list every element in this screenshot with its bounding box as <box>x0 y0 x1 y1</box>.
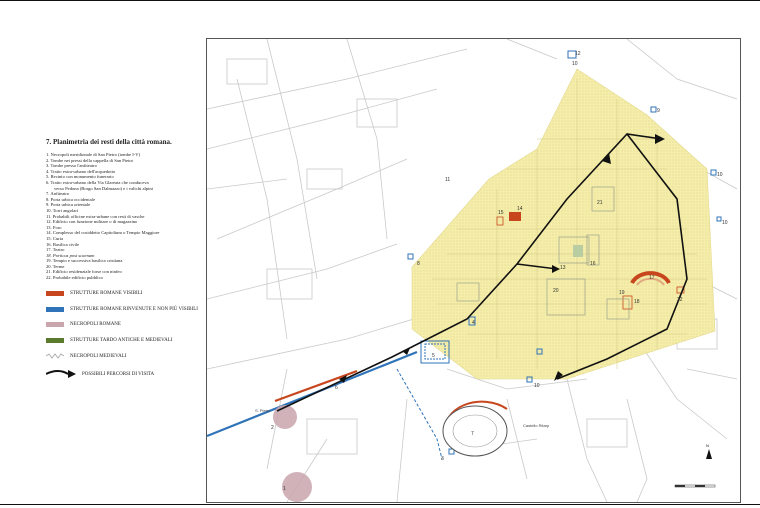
site-number: 12 <box>575 51 581 57</box>
legend-item: 8. Porta urbica occidentale <box>46 196 95 202</box>
key-medieval-necropolis <box>46 353 126 359</box>
legend-item: 3. Tombe presso l'anfiteatro <box>46 163 97 169</box>
capitolium-structure <box>509 212 521 221</box>
legend-item: 9. Porta urbica orientale <box>46 202 91 208</box>
key-label: STRUTTURE ROMANE VISIBILI <box>70 291 143 296</box>
site-number: 10 <box>534 383 540 389</box>
legend-item: 10. Torri angolari <box>46 207 79 213</box>
legend-item: 18. Porticus post scaenam <box>46 252 95 258</box>
svg-text:N: N <box>706 443 709 448</box>
key-label: STRUTTURE TARDO ANTICHE E MEDIEVALI <box>70 338 173 343</box>
label-chapel: S. Pietro <box>255 408 271 413</box>
site-number: 13 <box>560 265 566 271</box>
swatch-late-antique <box>46 338 64 343</box>
key-label: POSSIBILI PERCORSI DI VISITA <box>82 371 155 377</box>
key-label: STRUTTURE ROMANE RINVENUTE E NON PIÙ VISIBILI <box>70 307 198 312</box>
map-svg <box>207 39 740 502</box>
site-number: 16 <box>590 261 596 267</box>
key-label: NECROPOLI MEDIEVALI <box>70 353 127 359</box>
site-number: 8 <box>417 261 420 267</box>
legend-item: verso Pedona (Borgo San Dalmazzo) e i valichi alpini <box>54 185 153 191</box>
legend-item: 7. Anfiteatro <box>46 191 70 197</box>
site-number: 11 <box>445 177 451 183</box>
legend-item: 13. Foro <box>46 224 62 230</box>
site-number: 18 <box>634 299 640 305</box>
site-number: 3 <box>441 456 444 462</box>
necropolis-san-pietro <box>273 405 297 429</box>
swatch-lost <box>46 307 64 312</box>
site-number: 14 <box>517 206 523 212</box>
site-number: 20 <box>553 288 559 294</box>
site-number: 6 <box>335 385 338 391</box>
amphitheatre <box>443 406 507 456</box>
scale-bar <box>675 485 715 487</box>
key-necropolis <box>46 322 121 327</box>
site-number: 9 <box>657 108 660 114</box>
site-number: 2 <box>271 425 274 431</box>
key-lost <box>46 307 198 312</box>
top-frame-line <box>0 0 760 1</box>
site-number: 4 <box>472 320 475 326</box>
legend-item: 20. Terme <box>46 263 65 269</box>
legend-item: 17. Teatro <box>46 247 65 253</box>
legend-item: 6. Tratto extra-urbano della Via Glareata che conduceva <box>46 179 149 185</box>
site-number: 17 <box>649 275 655 281</box>
site-number: 19 <box>619 290 625 296</box>
legend-item: 16. Basilica civile <box>46 241 80 247</box>
site-number: 10 <box>572 61 578 67</box>
legend-item: 1. Necropoli meridionale di San Pietro (tombe I-V) <box>46 152 141 157</box>
key-late-antique <box>46 338 172 343</box>
legend-item: 2. Tombe nei pressi della cappella di San Pietro <box>46 157 134 163</box>
legend-title: 7. Planimetria dei resti della città romana. <box>46 138 172 146</box>
legend-list <box>46 152 206 281</box>
legend-item: 15. Curia <box>46 235 64 241</box>
site-number: 22 <box>677 297 683 303</box>
site-number: 15 <box>498 210 504 216</box>
site-number: 5 <box>432 353 435 359</box>
swatch-visible <box>46 291 64 296</box>
legend-item: 4. Tratto extra-urbano dell'acquedotto <box>46 168 116 174</box>
key-visible <box>46 291 142 296</box>
legend-item: 11. Probabili officine extra-urbane con resti di vasche <box>46 213 145 219</box>
legend-item: 19. Tempio e successiva basilica cristiana <box>46 258 123 264</box>
key-label: NECROPOLI ROMANE <box>70 322 121 327</box>
swatch-medieval-necropolis <box>46 353 64 359</box>
legend-item: 21. Edificio residenziale forse con ninfeo <box>46 269 122 275</box>
site-number: 21 <box>597 200 603 206</box>
site-number: 1 <box>283 486 286 492</box>
north-arrow-icon <box>706 443 712 459</box>
site-number: 10 <box>722 220 728 226</box>
swatch-necropolis <box>46 322 64 327</box>
site-number: 10 <box>717 172 723 178</box>
site-number: 7 <box>471 431 474 437</box>
city-plan-map[interactable] <box>206 38 741 503</box>
legend-item: 22. Probabile edificio pubblico <box>46 275 103 281</box>
bottom-frame-line <box>0 504 760 505</box>
label-amphi: Castello Ritarp <box>523 423 550 428</box>
legend-item: 12. Edificio con funzione militare o di magazzino <box>46 219 138 225</box>
roman-city-area <box>412 69 715 379</box>
route-arrow-icon <box>46 369 76 379</box>
legend-item: 5. Recinto con monumento funerario <box>46 174 114 180</box>
legend-item: 14. Complesso del cosiddetto Capitolium o Tempio Maggiore <box>46 230 160 236</box>
legend-panel <box>46 138 206 281</box>
necropolis-south <box>282 472 312 502</box>
key-route <box>46 369 154 379</box>
